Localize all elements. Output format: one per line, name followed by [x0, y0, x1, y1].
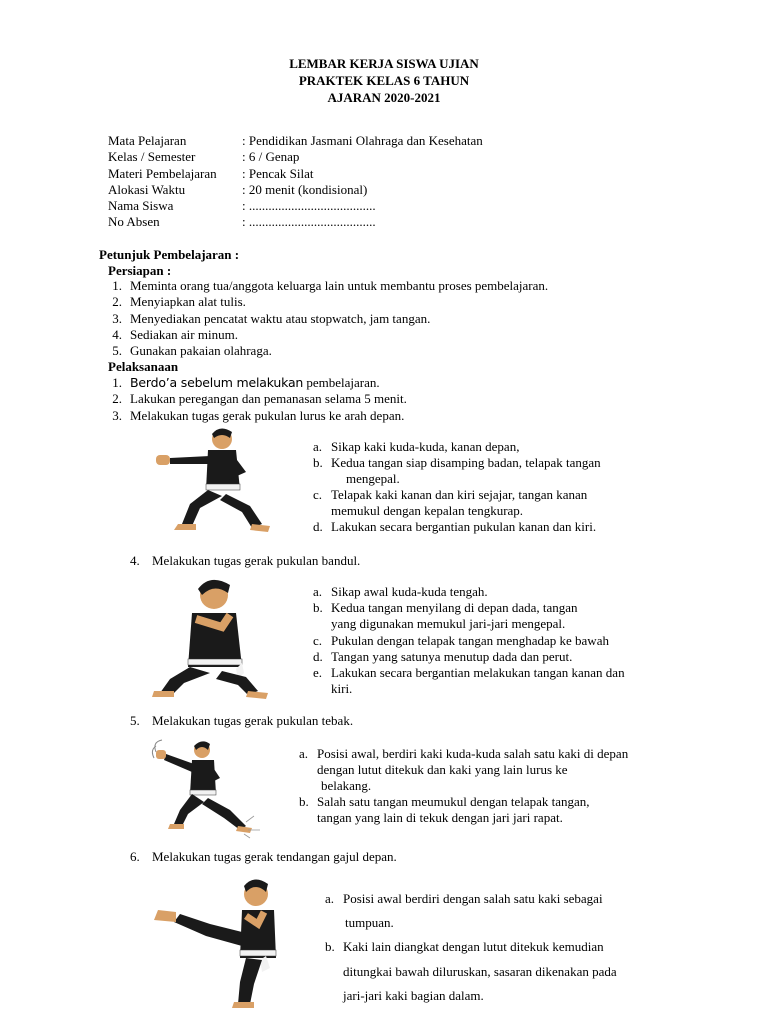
list-item: b. Salah satu tangan meumukul dengan telapak tangan,	[299, 794, 590, 809]
pelaksanaan-list	[100, 375, 407, 424]
pelaksanaan-heading: Pelaksanaan	[108, 359, 179, 374]
list-item: 1. Berdo’a sebelum melakukan pembelajaran.	[112, 375, 380, 390]
list-item: c. Pukulan dengan telapak tangan menghadap ke bawah	[313, 632, 609, 648]
straight-punch-illustration	[150, 424, 275, 536]
list-item: b. Kaki lain diangkat dengan lutut ditekuk kemudian	[325, 939, 604, 955]
info-label: Alokasi Waktu	[108, 181, 186, 197]
task6-steps	[325, 887, 617, 1008]
list-item: a. Sikap kaki kuda-kuda, kanan depan,	[313, 439, 520, 454]
list-item-continuation: jari-jari kaki bagian dalam.	[343, 987, 484, 1003]
list-item: a. Posisi awal berdiri dengan salah satu kaki sebagai	[325, 891, 603, 906]
list-item: 2. Menyiapkan alat tulis.	[112, 294, 246, 310]
pendulum-punch-illustration	[152, 575, 272, 700]
nama-siswa-field[interactable]: : .......................................	[242, 198, 376, 214]
worksheet-title	[0, 55, 768, 106]
info-value: : Pencak Silat	[242, 165, 314, 181]
list-item: 2. Lakukan peregangan dan pemanasan selama 5 menit.	[112, 391, 407, 407]
slap-strike-illustration	[150, 738, 268, 840]
list-item: 3. Menyediakan pencatat waktu atau stopwatch, jam tangan.	[112, 310, 431, 326]
list-item: d. Lakukan secara bergantian pukulan kanan dan kiri.	[313, 519, 597, 534]
task3-steps	[313, 439, 601, 535]
list-item: d. Tangan yang satunya menutup dada dan perut.	[313, 648, 573, 664]
info-row	[108, 182, 483, 198]
task4-steps	[313, 584, 625, 697]
list-item: a. Posisi awal, berdiri kaki kuda-kuda salah satu kaki di depan	[299, 746, 629, 761]
info-row	[108, 149, 483, 165]
persiapan-heading: Persiapan :	[108, 263, 172, 278]
list-item-continuation: tangan yang lain di tekuk dengan jari jari rapat.	[317, 810, 563, 825]
list-item: 4. Sediakan air minum.	[112, 326, 238, 342]
list-item: e. Lakukan secara bergantian melakukan tangan kanan dan	[313, 665, 625, 681]
task5-heading: 5. Melakukan tugas gerak pukulan tebak.	[130, 713, 354, 728]
no-absen-field[interactable]: : .......................................	[242, 214, 376, 230]
list-item: 1. Meminta orang tua/anggota keluarga lain untuk membantu proses pembelajaran.	[112, 278, 549, 293]
list-item-continuation: dengan lutut ditekuk dan kaki yang lain lurus ke	[317, 762, 568, 777]
info-value: : Pendidikan Jasmani Olahraga dan Kesehatan	[242, 133, 483, 148]
list-item-continuation: kiri.	[331, 681, 353, 697]
task5-steps	[299, 746, 628, 826]
info-value: : 20 menit (kondisional)	[242, 181, 368, 197]
list-item: b. Kedua tangan menyilang di depan dada, tangan	[313, 600, 578, 616]
info-row	[108, 214, 483, 230]
info-label: No Absen	[108, 214, 160, 230]
info-label: Mata Pelajaran	[108, 133, 187, 148]
task4-heading: 4. Melakukan tugas gerak pukulan bandul.	[130, 553, 361, 568]
info-label: Kelas / Semester	[108, 149, 196, 165]
title-line-3: AJARAN 2020-2021	[327, 90, 441, 105]
list-item: c. Telapak kaki kanan dan kiri sejajar, tangan kanan	[313, 487, 588, 502]
petunjuk-heading: Petunjuk Pembelajaran :	[99, 247, 240, 262]
info-row	[108, 198, 483, 214]
title-line-2: PRAKTEK KELAS 6 TAHUN	[298, 73, 470, 88]
info-row	[108, 166, 483, 182]
persiapan-list	[100, 278, 548, 359]
list-item-continuation: mengepal.	[346, 471, 400, 486]
list-item: 3. Melakukan tugas gerak pukulan lurus ke arah depan.	[112, 407, 405, 423]
list-item: b. Kedua tangan siap disamping badan, telapak tangan	[313, 455, 601, 470]
info-label: Nama Siswa	[108, 198, 174, 214]
title-line-1: LEMBAR KERJA SISWA UJIAN	[289, 56, 479, 71]
list-item-continuation: yang digunakan memukul jari-jari mengepal.	[331, 616, 566, 632]
list-item-continuation: ditungkai bawah diluruskan, sasaran dikenakan pada	[343, 963, 617, 979]
info-label: Materi Pembelajaran	[108, 165, 217, 181]
front-kick-illustration	[150, 872, 290, 1014]
info-value: : 6 / Genap	[242, 149, 300, 165]
info-row	[108, 133, 483, 149]
list-item-continuation: belakang.	[321, 778, 372, 793]
identity-block	[108, 133, 483, 231]
list-item-continuation: memukul dengan kepalan tengkurap.	[331, 503, 524, 518]
task6-heading: 6. Melakukan tugas gerak tendangan gajul depan.	[130, 849, 397, 864]
list-item-continuation: tumpuan.	[345, 915, 394, 931]
list-item: 5. Gunakan pakaian olahraga.	[112, 343, 272, 359]
list-item: a. Sikap awal kuda-kuda tengah.	[313, 584, 488, 599]
